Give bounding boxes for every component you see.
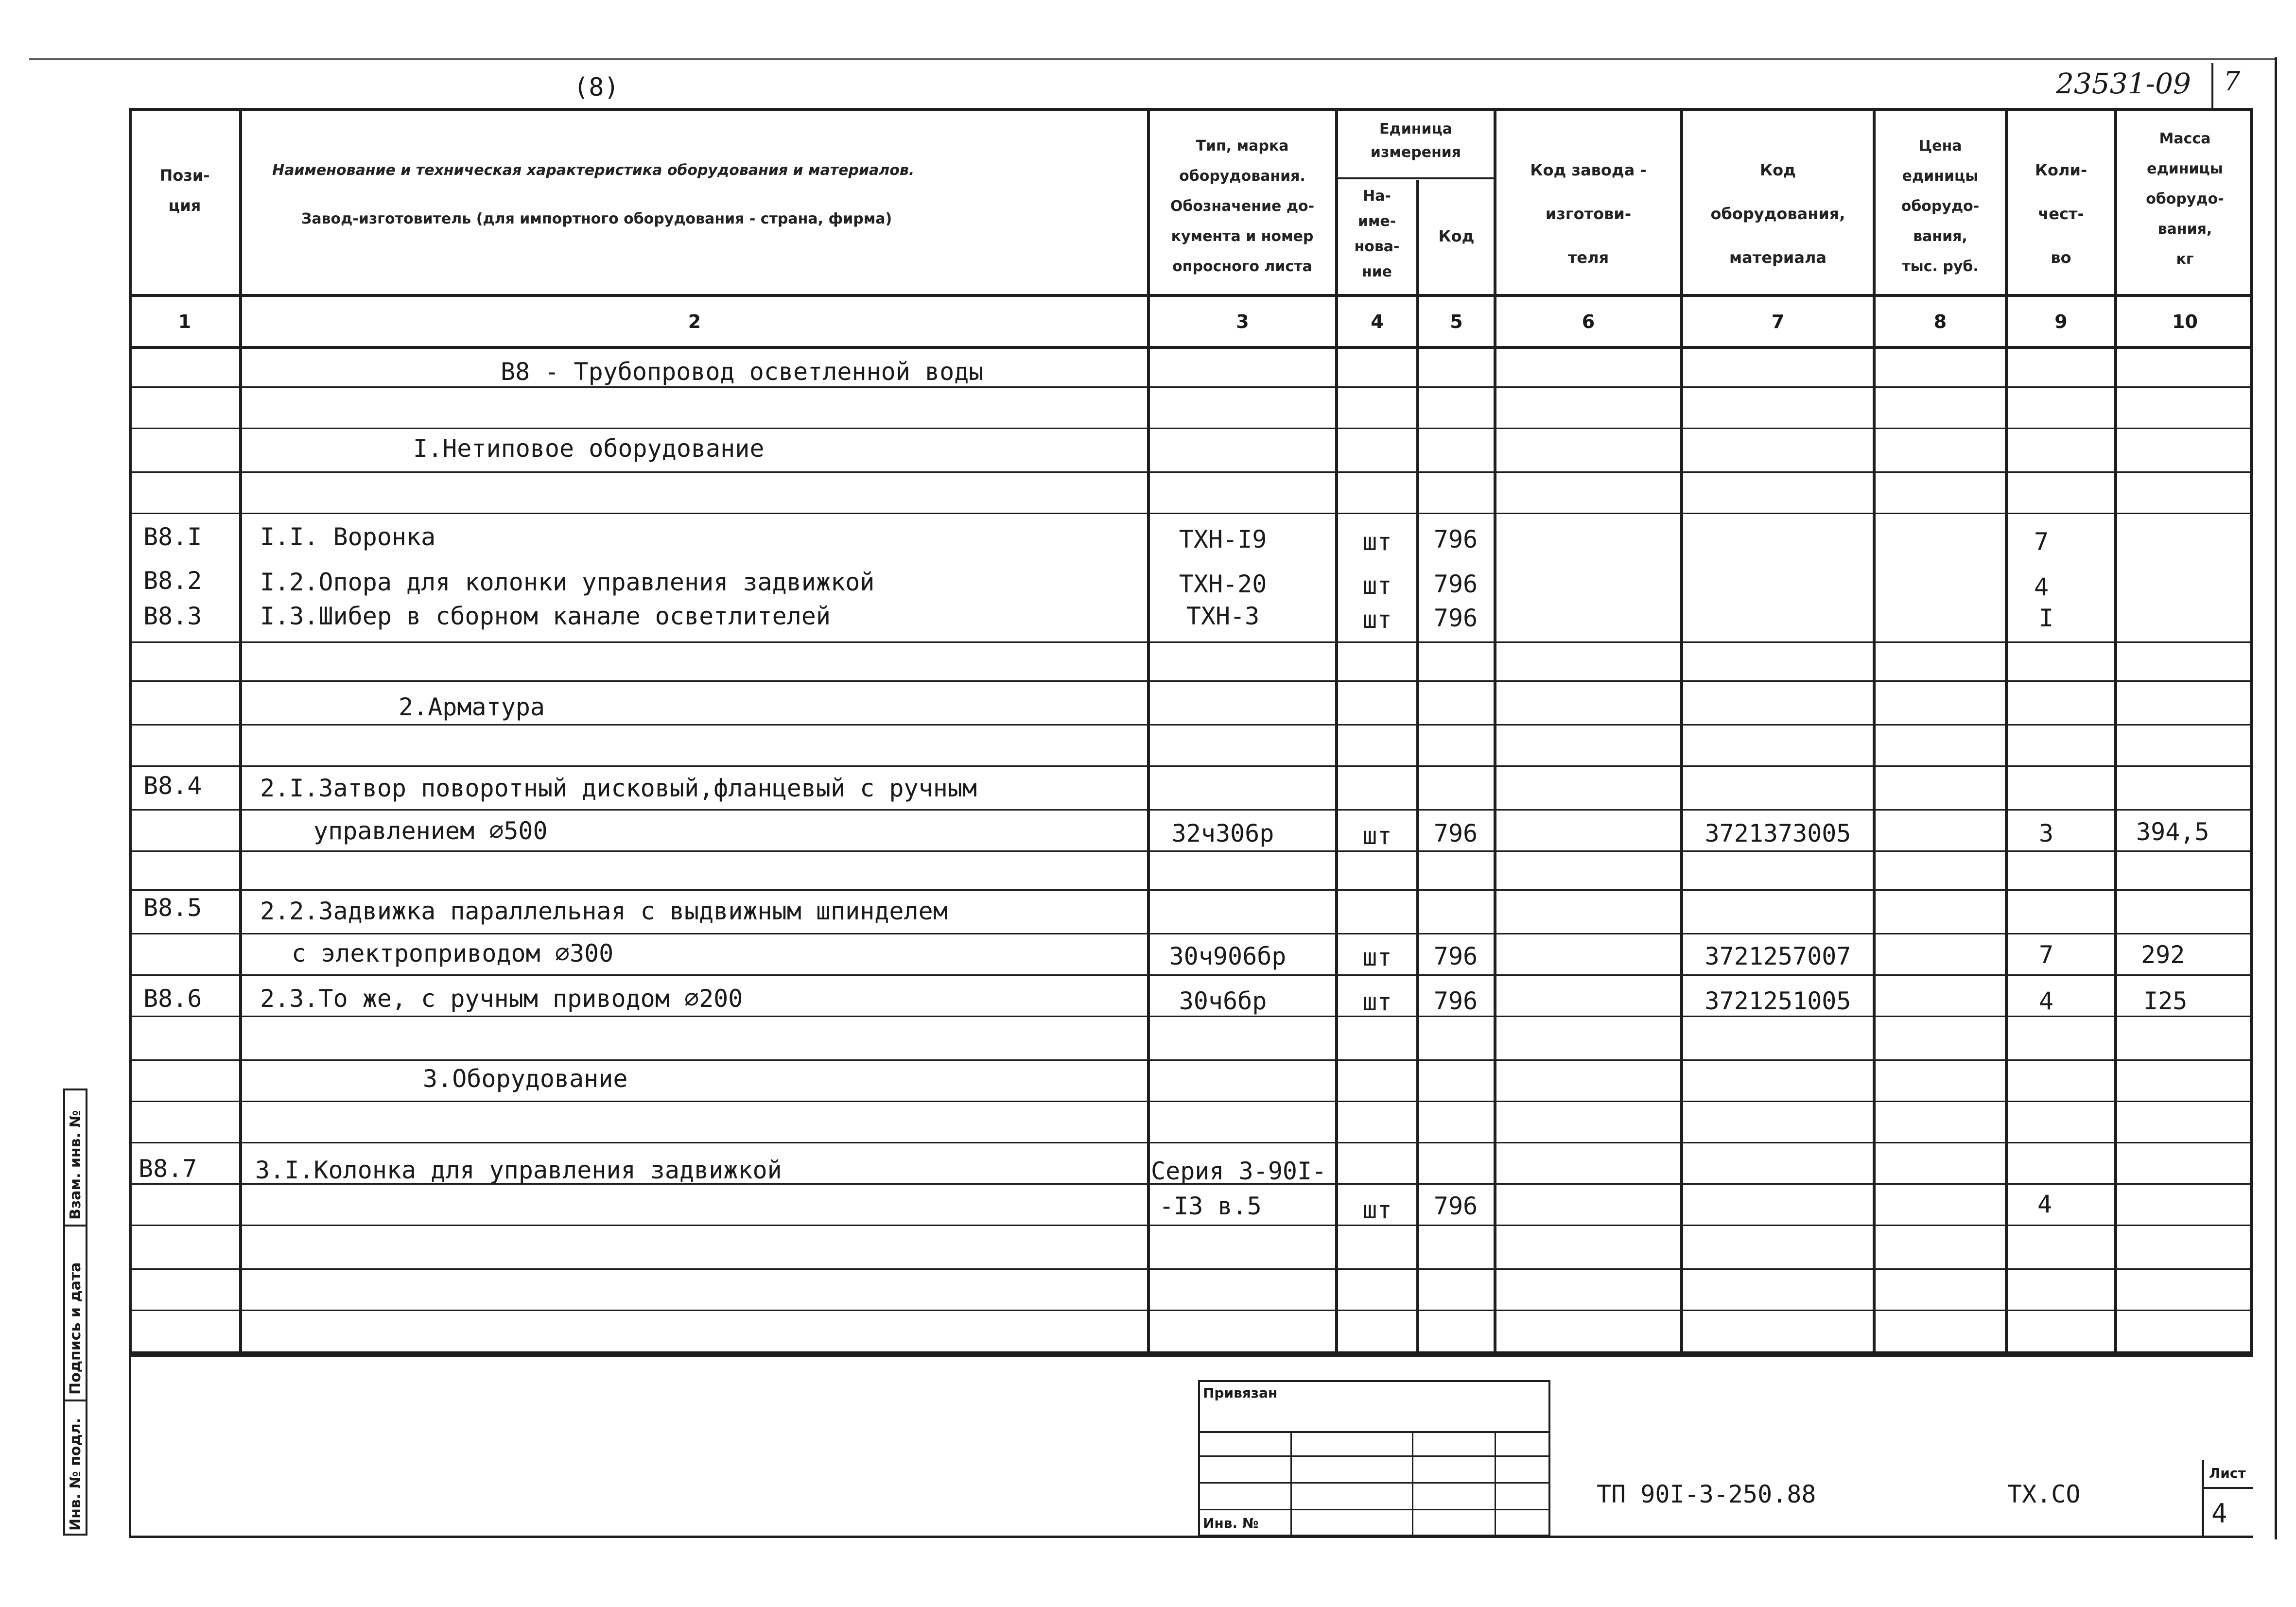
row-position: В8.I	[143, 523, 202, 551]
row-line	[129, 386, 2253, 388]
row-type: 30ч6бр	[1179, 987, 1267, 1015]
row-unit: шт	[1362, 571, 1392, 600]
col10-header: Масса единицы оборудо- вания, кг	[2146, 130, 2224, 268]
row-unit: шт	[1362, 1196, 1392, 1224]
row-name-continued: управлением ∅500	[313, 817, 548, 845]
col2-header-line1: Наименование и техническая характеристика оборудования и материалов.	[272, 162, 915, 179]
row-position: В8.6	[143, 985, 202, 1013]
section-title: В8 - Трубопровод осветленной воды	[501, 358, 984, 386]
col1-header: Пози- ция	[159, 166, 210, 215]
row-unit-code: 796	[1433, 570, 1478, 598]
row-unit-code: 796	[1433, 942, 1478, 970]
row-type: ТХН-20	[1179, 570, 1267, 598]
attachment-stamp-line	[1198, 1431, 1550, 1433]
row-unit-code: 796	[1433, 819, 1478, 847]
binding-strip-line	[63, 1400, 87, 1401]
sheet-number: 4	[2211, 1498, 2227, 1529]
row-type: 32ч306р	[1171, 819, 1274, 847]
row-name: I.2.Опора для колонки управления задвижкой	[260, 568, 875, 596]
top-border	[29, 58, 2275, 60]
document-designation: ТП 90I-3-250.88	[1597, 1480, 1816, 1508]
col-number: 1	[178, 311, 191, 332]
row-line	[129, 850, 2253, 852]
row-type: Серия 3-90I-	[1151, 1157, 1327, 1185]
row-equipment-code: 3721373005	[1705, 819, 1851, 847]
row-unit: шт	[1362, 988, 1392, 1016]
binding-strip-line	[63, 1225, 87, 1227]
row-name: I.3.Шибер в сборном канале осветлителей	[260, 602, 831, 630]
row-position: В8.4	[143, 772, 202, 800]
row-qty: I	[2039, 604, 2054, 632]
group-title-nonstandard: I.Нетиповое оборудование	[413, 434, 765, 463]
col-number: 10	[2172, 311, 2198, 332]
row-line	[129, 1268, 2253, 1270]
col-number: 6	[1582, 311, 1595, 332]
row-unit-code: 796	[1433, 525, 1478, 553]
number-row-bottom-line	[129, 346, 2253, 349]
stamp-left-line	[129, 1354, 131, 1538]
col-number: 4	[1371, 311, 1384, 332]
col9-header: Коли- чест- во	[2035, 161, 2087, 267]
row-line	[129, 513, 2253, 514]
row-unit-code: 796	[1433, 604, 1478, 632]
row-mass: I25	[2143, 987, 2188, 1015]
row-position: В8.7	[139, 1155, 197, 1183]
document-number: 23531-09	[2056, 67, 2191, 100]
row-line	[129, 471, 2253, 473]
row-qty: 4	[2034, 573, 2049, 601]
row-name: 2.I.Затвор поворотный дисковый,фланцевый с ручным	[260, 774, 977, 802]
stamp-top-line	[129, 1354, 2253, 1357]
attachment-stamp-divider	[1412, 1431, 1413, 1536]
row-line	[129, 1101, 2253, 1102]
row-line	[129, 933, 2253, 934]
row-equipment-code: 3721251005	[1705, 987, 1851, 1015]
attached-label: Привязан	[1203, 1385, 1278, 1401]
row-line	[129, 1225, 2253, 1226]
row-type: 30ч906бр	[1169, 942, 1287, 970]
document-code: ТХ.СО	[2007, 1480, 2081, 1508]
right-frame	[2275, 57, 2277, 1539]
row-unit: шт	[1362, 943, 1392, 971]
replacement-inventory-label: Взам. инв. №	[67, 1110, 84, 1220]
col-number: 5	[1450, 311, 1463, 332]
row-equipment-code: 3721257007	[1705, 942, 1851, 970]
col5-header: Код	[1438, 227, 1475, 245]
row-name: 2.3.То же, с ручным приводом ∅200	[260, 985, 743, 1013]
inventory-number-label: Инв. №	[1203, 1515, 1259, 1531]
col7-header: Код оборудования, материала	[1710, 161, 1845, 267]
header-bottom-line	[129, 294, 2253, 297]
attachment-stamp-line	[1198, 1482, 1550, 1484]
sheet-box-line	[2202, 1487, 2253, 1489]
unit-group-split	[1335, 177, 1496, 179]
row-line	[129, 680, 2253, 682]
group-title-fittings: 2.Арматура	[399, 693, 545, 721]
row-qty: 7	[2039, 941, 2054, 969]
col4-header: На- име- нова- ние	[1354, 188, 1400, 280]
row-name: 2.2.Задвижка параллельная с выдвижным шпинделем	[260, 897, 948, 925]
col-number: 7	[1771, 311, 1785, 332]
col8-header: Цена единицы оборудо- вания, тыс. руб.	[1901, 138, 1980, 275]
row-name: I.I. Воронка	[260, 523, 436, 551]
col3-header: Тип, марка оборудования. Обозначение до- кумента и номер опросного листа	[1170, 138, 1315, 275]
row-position: В8.2	[143, 567, 202, 595]
row-qty: 4	[2039, 987, 2054, 1015]
row-unit: шт	[1362, 822, 1392, 850]
sheet-number-top: 7	[2224, 66, 2241, 97]
page-marker: (8)	[574, 73, 619, 102]
row-qty: 7	[2034, 528, 2049, 556]
row-line	[129, 809, 2253, 811]
inventory-original-label: Инв. № подл.	[67, 1417, 84, 1531]
unit-group-header: Единица измерения	[1370, 121, 1461, 161]
col-divider-4	[1416, 180, 1419, 1354]
row-line	[129, 765, 2253, 767]
row-line	[129, 889, 2253, 891]
row-mass: 394,5	[2136, 818, 2209, 846]
row-line	[129, 1016, 2253, 1017]
attachment-stamp-divider	[1495, 1431, 1496, 1536]
row-type: ТХН-I9	[1179, 525, 1267, 553]
row-line	[129, 724, 2253, 726]
row-unit-code: 796	[1433, 1192, 1478, 1220]
signature-date-label: Подпись и дата	[67, 1262, 84, 1395]
col-number: 3	[1236, 311, 1249, 332]
row-qty: 4	[2037, 1190, 2052, 1218]
row-line	[129, 974, 2253, 976]
row-unit: шт	[1362, 528, 1392, 556]
row-unit-code: 796	[1433, 987, 1478, 1015]
row-name: 3.I.Колонка для управления задвижкой	[255, 1156, 782, 1184]
col-number: 9	[2054, 311, 2068, 332]
row-line	[129, 641, 2253, 643]
row-type: ТХН-3	[1186, 602, 1260, 630]
row-position: В8.3	[143, 602, 202, 630]
sheet-label: Лист	[2209, 1465, 2246, 1481]
row-line	[129, 1142, 2253, 1143]
attachment-stamp-line	[1198, 1455, 1550, 1457]
row-position: В8.5	[143, 894, 202, 922]
row-qty: 3	[2039, 819, 2054, 847]
sheet-box-divider	[2211, 63, 2213, 109]
row-line	[129, 1059, 2253, 1061]
col-number: 2	[688, 311, 701, 332]
attachment-stamp-line	[1198, 1509, 1550, 1510]
group-title-equipment: 3.Оборудование	[423, 1065, 628, 1093]
col6-header: Код завода - изготови- теля	[1530, 161, 1647, 267]
row-line	[129, 1310, 2253, 1311]
row-line	[129, 428, 2253, 429]
row-mass: 292	[2141, 941, 2185, 969]
attachment-stamp	[1198, 1380, 1550, 1537]
row-type-continued: -I3 в.5	[1159, 1192, 1262, 1220]
col-number: 8	[1933, 311, 1947, 332]
col2-header-line2: Завод-изготовитель (для импортного оборудования - страна, фирма)	[301, 210, 892, 227]
row-name-continued: с электроприводом ∅300	[292, 939, 614, 968]
attachment-stamp-divider	[1290, 1431, 1292, 1536]
stamp-bottom-line	[129, 1536, 2253, 1538]
row-unit: шт	[1362, 605, 1392, 634]
